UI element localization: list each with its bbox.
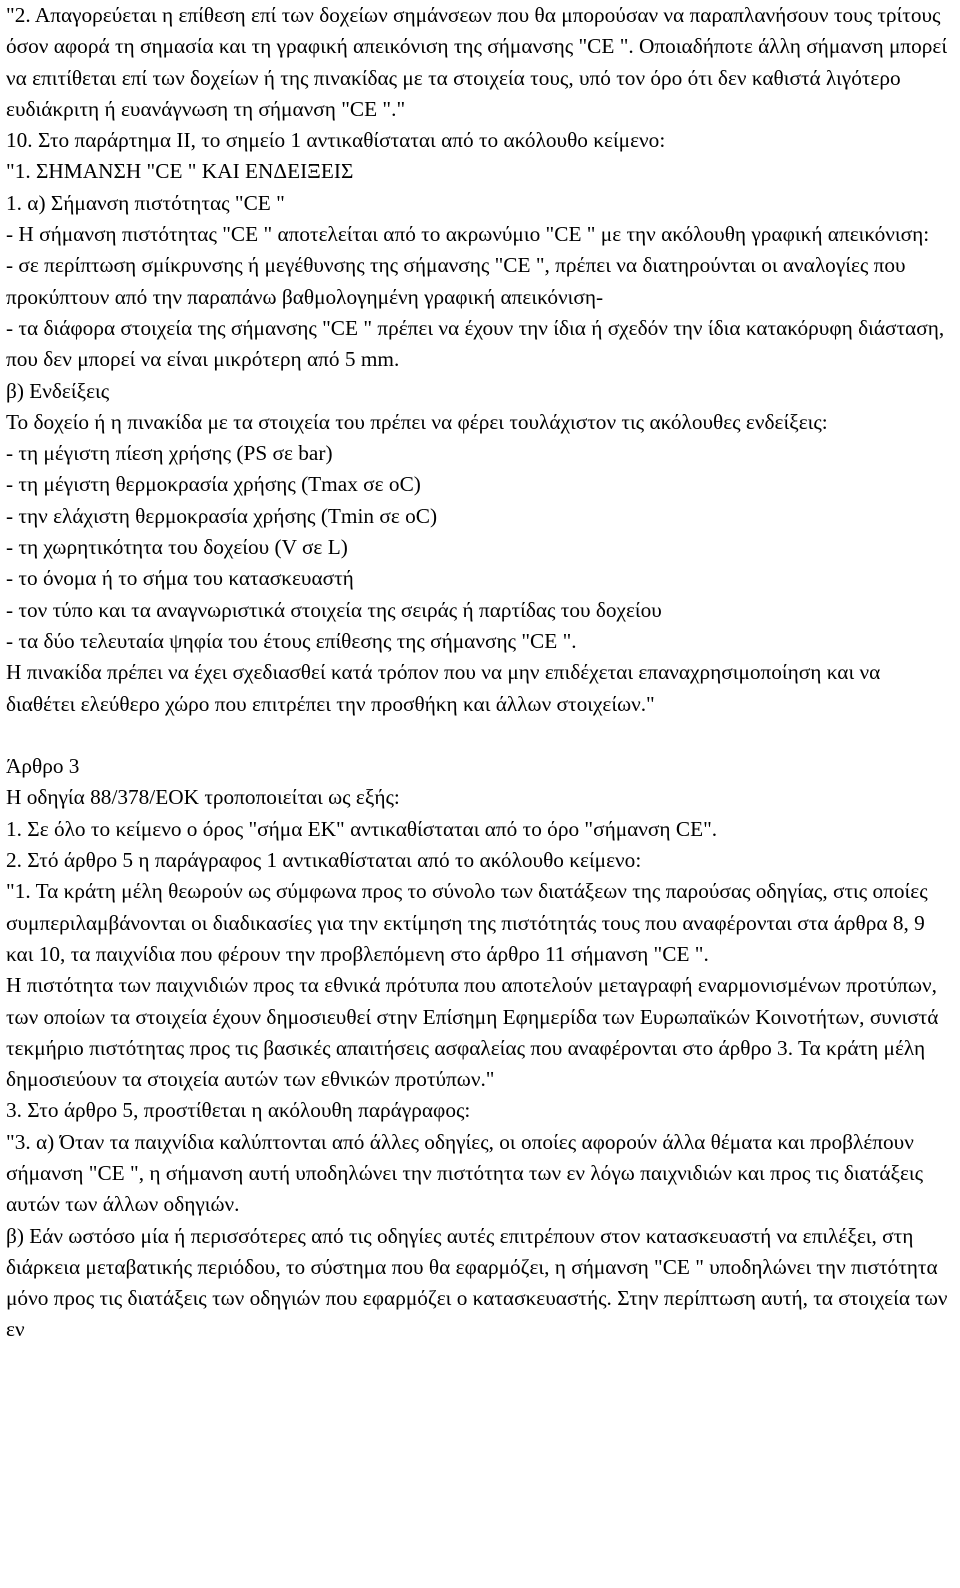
text-paragraph: Η πινακίδα πρέπει να έχει σχεδιασθεί κατά τρόπον που να μην επιδέχεται επαναχρησιμοποίηση και να διαθέτει ελεύθερο χώρο που επιτρέπει την προσθήκη και άλλων στοιχείων." bbox=[6, 660, 886, 716]
text-paragraph: - τη μέγιστη θερμοκρασία χρήσης (Tmax σε oC) bbox=[6, 472, 421, 497]
text-paragraph: - την ελάχιστη θερμοκρασία χρήσης (Tmin σε oC) bbox=[6, 503, 438, 528]
text-paragraph: "1. ΣΗΜΑΝΣΗ "CE " ΚΑΙ ΕΝΔΕΙΞΕΙΣ bbox=[6, 159, 354, 184]
text-paragraph: Άρθρο 3 bbox=[6, 754, 80, 779]
text-paragraph: β) Εάν ωστόσο μία ή περισσότερες από τις οδηγίες αυτές επιτρέπουν στον κατασκευαστή να επιλέξει, στη διάρκεια μεταβατικής περιόδου, το σύστημα που θα εφαρμόζει, η σήμανση "CE " υποδηλώνει την πιστότητα μόνο προς τις διατάξεις των οδηγιών που εφαρμόζει ο κατασκευαστής. Στην περίπτωση αυτή, τα στοιχεία των εν bbox=[6, 1223, 953, 1342]
document-text-block-b bbox=[6, 751, 953, 1346]
paragraph-spacer bbox=[6, 720, 948, 751]
text-paragraph: - τη μέγιστη πίεση χρήσης (PS σε bar) bbox=[6, 441, 333, 466]
text-paragraph: - τη χωρητικότητα του δοχείου (V σε L) bbox=[6, 535, 348, 560]
text-paragraph: Η οδηγία 88/378/ΕΟΚ τροποποιείται ως εξής: bbox=[6, 785, 400, 810]
text-paragraph: 1. α) Σήμανση πιστότητας "CE " bbox=[6, 190, 285, 215]
text-paragraph: 2. Στό άρθρο 5 η παράγραφος 1 αντικαθίσταται από το ακόλουθο κείμενο: bbox=[6, 848, 642, 873]
text-paragraph: "1. Τα κράτη μέλη θεωρούν ως σύμφωνα προς το σύνολο των διατάξεων της παρούσας οδηγίας, στις οποίες συμπεριλαμβάνονται οι διαδικασίες για την εκτίμηση της πιστότητάς τους που αναφέρονται στα άρθρα 8, 9 και 10, τα παιχνίδια που φέρουν την προβλεπόμενη στο άρθρο 11 σήμανση "CE ". bbox=[6, 879, 933, 966]
text-paragraph: - τον τύπο και τα αναγνωριστικά στοιχεία της σειράς ή παρτίδας του δοχείου bbox=[6, 597, 662, 622]
text-paragraph: "3. α) Όταν τα παιχνίδια καλύπτονται από άλλες οδηγίες, οι οποίες αφορούν άλλα θέματα και προβλέπουν σήμανση "CE ", η σήμανση αυτή υποδηλώνει την πιστότητα των εν λόγω παιχνιδιών και προς τις διατάξεις αυτών των άλλων οδηγιών. bbox=[6, 1129, 929, 1217]
text-paragraph: Η πιστότητα των παιχνιδιών προς τα εθνικά πρότυπα που αποτελούν μεταγραφή εναρμονισμένων προτύπων, των οποίων τα στοιχεία έχουν δημοσιευθεί στην Επίσημη Εφημερίδα των Ευρωπαϊκών Κοινοτήτων, συνιστά τεκμήριο πιστότητας προς τις βασικές απαιτήσεις ασφαλείας που αναφέρονται στο άρθρο 3. Τα κράτη μέλη δημοσιεύουν τα στοιχεία αυτών των εθνικών προτύπων." bbox=[6, 973, 944, 1092]
text-paragraph: 10. Στο παράρτημα ΙΙ, το σημείο 1 αντικαθίσταται από το ακόλουθο κείμενο: bbox=[6, 128, 666, 153]
text-paragraph: - Η σήμανση πιστότητας "CE " αποτελείται από το ακρωνύμιο "CE " με την ακόλουθη γραφική απεικόνιση: bbox=[6, 222, 930, 247]
document-text-block-a bbox=[6, 0, 953, 720]
text-paragraph: - τα διάφορα στοιχεία της σήμανσης "CE " πρέπει να έχουν την ίδια ή σχεδόν την ίδια κατακόρυφη διάσταση, που δεν μπορεί να είναι μικρότερη από 5 mm. bbox=[6, 315, 950, 372]
text-paragraph: Το δοχείο ή η πινακίδα με τα στοιχεία του πρέπει να φέρει τουλάχιστον τις ακόλουθες ενδείξεις: bbox=[6, 409, 828, 434]
text-paragraph: β) Ενδείξεις bbox=[6, 378, 110, 403]
text-paragraph: - τα δύο τελευταία ψηφία του έτους επίθεσης της σήμανσης "CE ". bbox=[6, 628, 577, 653]
text-paragraph: - σε περίπτωση σμίκρυνσης ή μεγέθυνσης της σήμανσης "CE ", πρέπει να διατηρούνται οι αναλογίες που προκύπτουν από την παραπάνω βαθμολογημένη γραφική απεικόνιση- bbox=[6, 253, 911, 309]
text-paragraph: "2. Απαγορεύεται η επίθεση επί των δοχείων σημάνσεων που θα μπορούσαν να παραπλανήσουν τους τρίτους όσον αφορά τη σημασία και τη γραφική απεικόνιση της σήμανσης "CE ". Οποιαδήποτε άλλη σήμανση μπορεί να επιτίθεται επί των δοχείων ή της πινακίδας με τα στοιχεία τους, υπό τον όρο ότι δεν καθιστά λιγότερο ευδιάκριτη ή ευανάγνωση τη σήμανση "CE "." bbox=[6, 3, 953, 121]
text-paragraph: 3. Στο άρθρο 5, προστίθεται η ακόλουθη παράγραφος: bbox=[6, 1098, 471, 1123]
text-paragraph: 1. Σε όλο το κείμενο ο όρος "σήμα ΕΚ" αντικαθίσταται από το όρο "σήμανση CE". bbox=[6, 816, 718, 841]
text-paragraph: - το όνομα ή το σήμα του κατασκευαστή bbox=[6, 566, 354, 591]
